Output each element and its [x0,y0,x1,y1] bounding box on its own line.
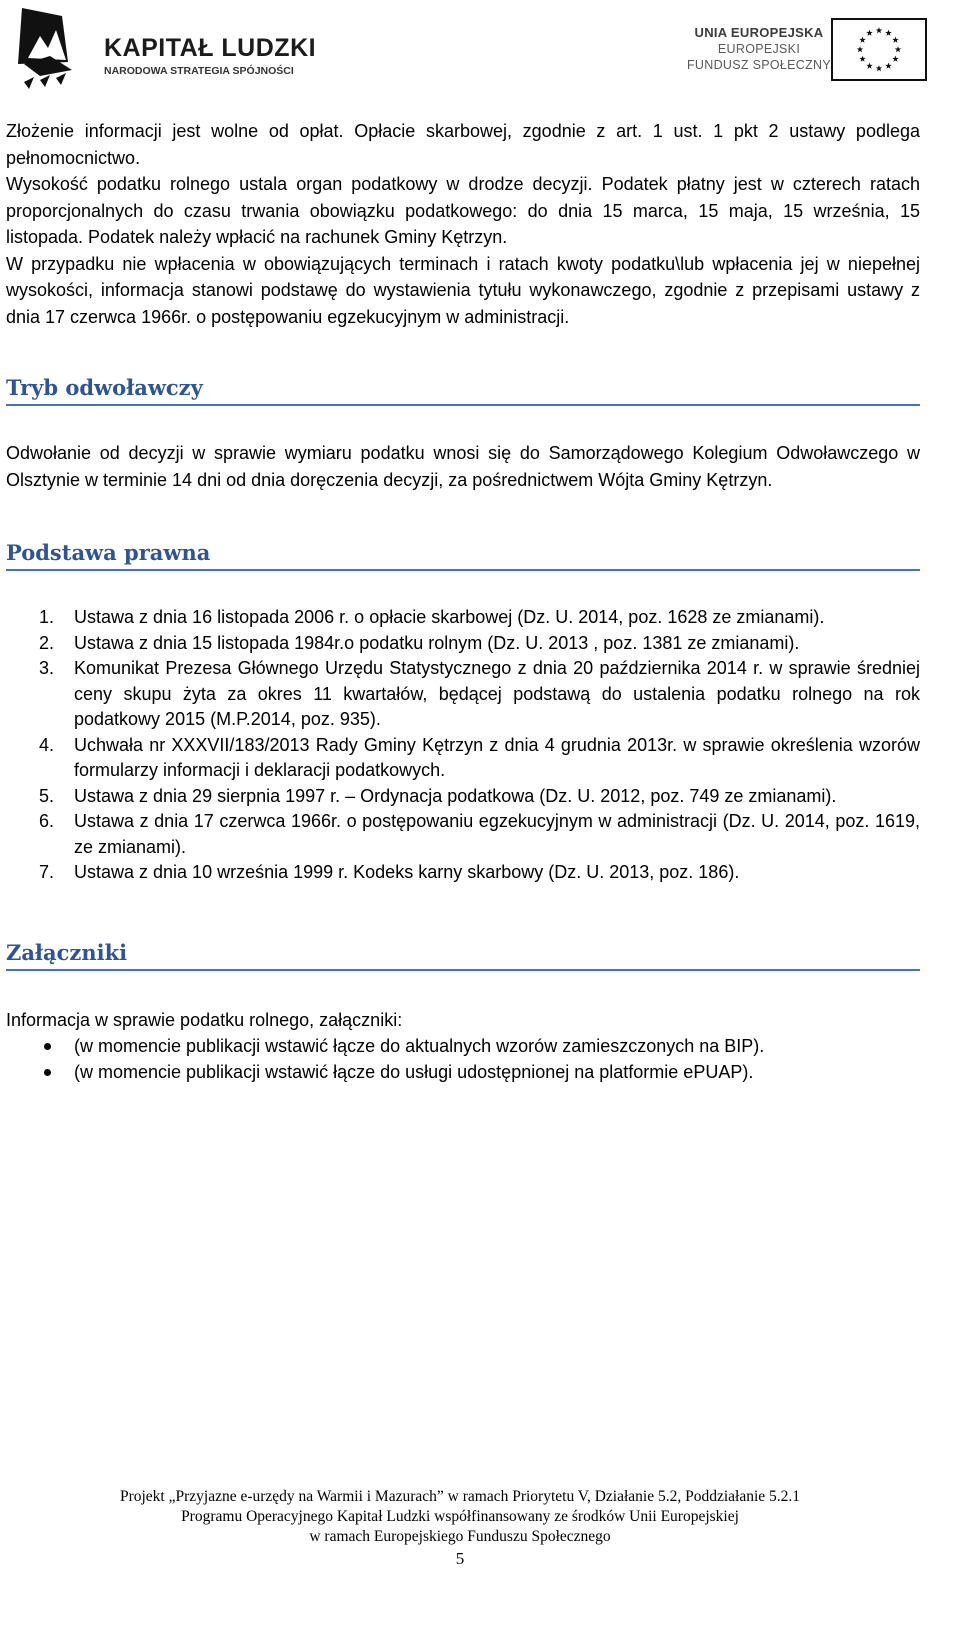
document-body [6,118,920,1085]
footer-line-1: Projekt „Przyjazne e-urzędy na Warmii i Mazurach” w ramach Priorytetu V, Działanie 5.2, Poddziałanie 5.2.1 [119,1488,801,1505]
paragraph-tax-amount: Wysokość podatku rolnego ustala organ podatkowy w drodze decyzji. Podatek płatny jest w czterech ratach proporcjonalnych do czasu trwania obowiązku podatkowego: do dnia 15 marca, 15 maja, 15 września, 15 listopada. Podatek należy wpłacić na rachunek Gminy Kętrzyn. [6,174,920,247]
eu-star-icon [885,63,891,69]
eu-star-icon [892,56,898,62]
bullet-icon [44,1069,51,1076]
attachment-item [6,1033,920,1059]
eu-star-icon [876,65,882,71]
legal-basis-item [6,860,920,886]
eu-star-icon [885,30,891,36]
list-text: Ustawa z dnia 17 czerwca 1966r. o postępowaniu egzekucyjnym w administracji (Dz. U. 2014, poz. 1619, ze zmianami). [74,811,920,857]
page-footer [0,1487,920,1547]
eu-star-icon [859,56,865,62]
legal-basis-item [6,733,920,784]
list-text: Komunikat Prezesa Głównego Urzędu Statystycznego z dnia 20 października 2014 r. w sprawie średniej ceny skupu żyta za okres 11 kwartałów, będącej podstawą do ustalenia podatku rolnego na rok podatkowy 2015 (M.P.2014, poz. 935). [74,658,920,729]
paragraph-enforcement: W przypadku nie wpłacenia w obowiązujących terminach i ratach kwoty podatku\lub wpłacenia jej w niepełnej wysokości, informacja stanowi podstawę do wystawienia tytułu wykonawczego, zgodnie z przepisami ustawy z dnia 17 czerwca 1966r. o postępowaniu egzekucyjnym w administracji. [6,253,920,327]
list-number: 4. [39,734,55,755]
eu-line-3: FUNDUSZ SPOŁECZNY [686,58,831,72]
eu-star-icon [866,63,872,69]
list-text: Ustawa z dnia 10 września 1999 r. Kodeks karny skarbowy (Dz. U. 2013, poz. 186). [74,862,740,882]
list-text: Ustawa z dnia 15 listopada 1984r.o podatku rolnym (Dz. U. 2013 , poz. 1381 ze zmianami). [74,632,800,653]
page-header [0,0,960,95]
footer-line-2: Programu Operacyjnego Kapitał Ludzki współfinansowany ze środków Unii Europejskiej [181,1508,739,1525]
list-number: 5. [39,785,55,806]
footer-line-3: w ramach Europejskiego Funduszu Społecznego [309,1528,611,1545]
legal-basis-item [6,605,920,631]
kapital-ludzki-logo [8,4,338,77]
list-number: 2. [39,632,55,653]
legal-basis-item [6,656,920,733]
attachments-list [6,1033,920,1085]
bullet-icon [44,1043,51,1050]
eu-star-icon [866,30,872,36]
eu-star-icon [892,37,898,43]
attachments-intro: Informacja w sprawie podatku rolnego, załączniki: [6,1009,403,1030]
paragraph-appeal: Odwołanie od decyzji w sprawie wymiaru podatku wnosi się do Samorządowego Kolegium Odwoławczego w Olsztynie w terminie 14 dni od dnia doręczenia decyzji, za pośrednictwem Wójta Gminy Kętrzyn. [6,443,920,490]
kapital-ludzki-emblem-icon [10,4,80,96]
eu-stars-icon [833,20,925,79]
heading-legal-basis: Podstawa prawna [6,540,920,571]
attachment-text: (w momencie publikacji wstawić łącze do aktualnych wzorów zamieszczonych na BIP). [74,1036,765,1056]
list-number: 1. [39,607,55,627]
list-number: 7. [39,862,55,882]
list-text: Uchwała nr XXXVII/183/2013 Rady Gminy Kętrzyn z dnia 4 grudnia 2013r. w sprawie określenia wzorów formularzy informacji i deklaracji podatkowych. [74,734,920,780]
legal-basis-item [6,631,920,657]
eu-star-icon [859,37,865,43]
heading-appeal: Tryb odwoławczy [6,375,920,406]
heading-attachments: Załączniki [6,940,920,971]
eu-star-icon [895,46,901,52]
logo-title: KAPITAŁ LUDZKI [104,34,317,62]
paragraph-fee: Złożenie informacji jest wolne od opłat. Opłacie skarbowej, zgodnie z art. 1 ust. 1 pkt 2 ustawy podlega pełnomocnictwo. [6,121,920,168]
list-number: 3. [39,658,55,678]
page-number: 5 [455,1549,465,1568]
logo-subtitle: NARODOWA STRATEGIA SPÓJNOŚCI [104,65,294,77]
attachment-item [6,1059,920,1085]
eu-line-1: UNIA EUROPEJSKA [694,25,824,40]
eu-star-icon [857,46,863,52]
list-text: Ustawa z dnia 29 sierpnia 1997 r. – Ordynacja podatkowa (Dz. U. 2012, poz. 749 ze zmianami). [74,785,837,806]
list-number: 6. [39,811,55,831]
eu-logo-text [674,25,844,73]
legal-basis-item [6,784,920,810]
eu-line-2: EUROPEJSKI [717,42,801,56]
eu-flag-icon [831,18,927,81]
attachment-text: (w momencie publikacji wstawić łącze do usługi udostępnionej na platformie ePUAP). [74,1062,754,1082]
legal-basis-list [6,605,920,886]
list-text: Ustawa z dnia 16 listopada 2006 r. o opłacie skarbowej (Dz. U. 2014, poz. 1628 ze zmianami). [74,607,825,627]
eu-star-icon [876,27,882,33]
legal-basis-item [6,809,920,860]
